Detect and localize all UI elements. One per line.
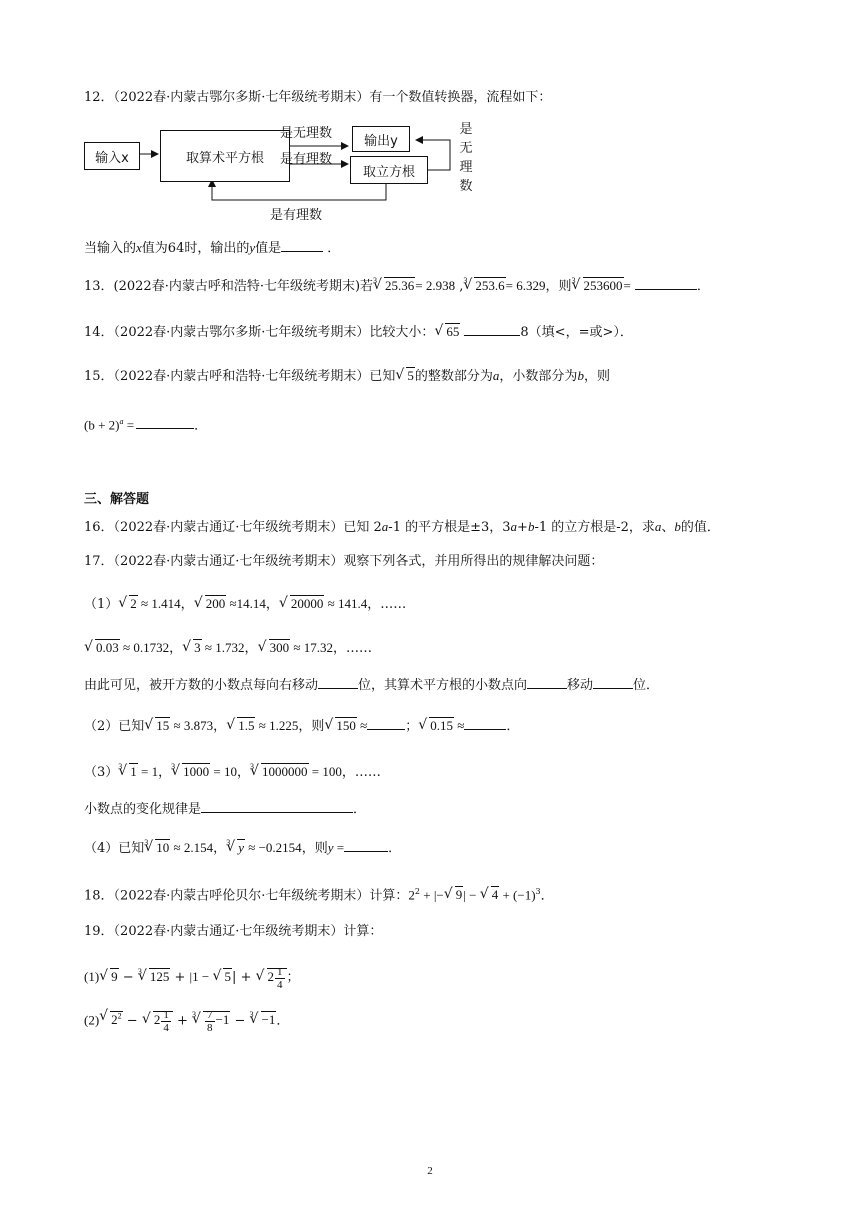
- output-box: 输出y: [352, 126, 410, 152]
- label-irrational: 是无理数: [280, 126, 333, 141]
- cbrt-box: 取立方根: [350, 156, 428, 184]
- sqrt-box: 取算术平方根: [160, 130, 290, 182]
- answer-blank[interactable]: [367, 717, 405, 730]
- q12-question: 当输入的x值为64时，输出的y值是 ．: [84, 240, 341, 256]
- q19-part1: (1)√ 9 − $^3$√ 125 + |1 − √ 5| + √ 2 $\frac{1}{4}$ ；: [84, 962, 300, 994]
- q13-text: 13．(2022春·内蒙古呼和浩特·七年级统考期末)若$^3$√ 25.36= 2.938 ,$^3$√ 253.6= 6.329，则$^3$√ 253600= ．: [84, 276, 710, 298]
- page-number: 2: [427, 1165, 433, 1177]
- answer-blank[interactable]: [464, 323, 520, 336]
- q17-text: 17．（2022春·内蒙古通辽·七年级统考期末）观察下列各式，并用所得出的规律解决问题：: [84, 554, 604, 569]
- q18-text: 18．（2022春·内蒙古呼伦贝尔·七年级统考期末）计算：$2^2$ + |−√ 9| − √ $4 + (-1)^3$．: [84, 882, 554, 906]
- input-box: 输入x: [84, 142, 140, 170]
- answer-blank[interactable]: [318, 676, 358, 689]
- q14-text: 14．（2022春·内蒙古鄂尔多斯·七年级统考期末）比较大小：√ 65 8（填<，=或>）．: [84, 322, 633, 343]
- q19-part2: (2)√ $2^2$ − √ 2 $\frac{1}{4}$ + $^3$ √ $\frac{7}{8}$ −1 − $^3$√ −1．: [84, 1002, 289, 1037]
- q19-text: 19．（2022春·内蒙古通辽·七年级统考期末）计算：: [84, 924, 383, 939]
- q17-rule: 由此可见，被开方数的小数点每向右移动 位，其算术平方根的小数点向 移动 位．: [84, 678, 660, 693]
- label-rational: 是有理数: [280, 152, 333, 167]
- q17-part1: （1）√ 2 ≈ 1.414，√ 200 ≈14.14，√ 20000 ≈ 141.4，……: [84, 594, 406, 615]
- q17-part3-rule: 小数点的变化规律是 ．: [84, 802, 367, 817]
- answer-blank[interactable]: [281, 239, 323, 252]
- q15-text: 15．（2022春·内蒙古呼和浩特·七年级统考期末）已知√ 5的整数部分为a，小数部分为b，则: [84, 366, 610, 387]
- section-heading: 三、解答题: [84, 492, 150, 507]
- answer-blank[interactable]: [136, 416, 194, 429]
- q16-text: 16．（2022春·内蒙古通辽·七年级统考期末）已知 2a-1 的平方根是±3，3a+b-1 的立方根是-2，求a、b的值．: [84, 519, 720, 535]
- answer-blank[interactable]: [344, 839, 388, 852]
- answer-blank[interactable]: [593, 676, 633, 689]
- label-irrational-side: 是 无 理 数: [459, 122, 473, 194]
- answer-blank[interactable]: [527, 676, 567, 689]
- q15-expr: $(b + 2)^a$ = ．: [84, 417, 208, 434]
- label-rational-bottom: 是有理数: [270, 208, 323, 223]
- q12-text: 12．（2022春·内蒙古鄂尔多斯·七年级统考期末）有一个数值转换器，流程如下：: [84, 90, 552, 105]
- flow-diagram: [80, 118, 500, 228]
- answer-blank[interactable]: [464, 717, 506, 730]
- answer-blank[interactable]: [201, 800, 353, 813]
- answer-blank[interactable]: [635, 277, 697, 290]
- q17-part2: （2）已知√ 15 ≈ 3.873，√ 1.5 ≈ 1.225，则√ 150 ≈ ；√ 0.15 ≈ ．: [84, 716, 519, 737]
- q17-part3: $(3)^3√$ 1 = 1，$^3$√ 1000 = 10，$^3$√ 1000000 = 100，……: [84, 762, 381, 784]
- q17-part1b: √ 0.03 ≈ 0.1732，√ 3 ≈ 1.732，√ 300 ≈ 17.32，……: [84, 638, 372, 659]
- q17-part4: （4）已知$^3$√ 10 ≈ 2.154，$^3$√ y ≈ −0.2154，则y = ．: [84, 838, 401, 860]
